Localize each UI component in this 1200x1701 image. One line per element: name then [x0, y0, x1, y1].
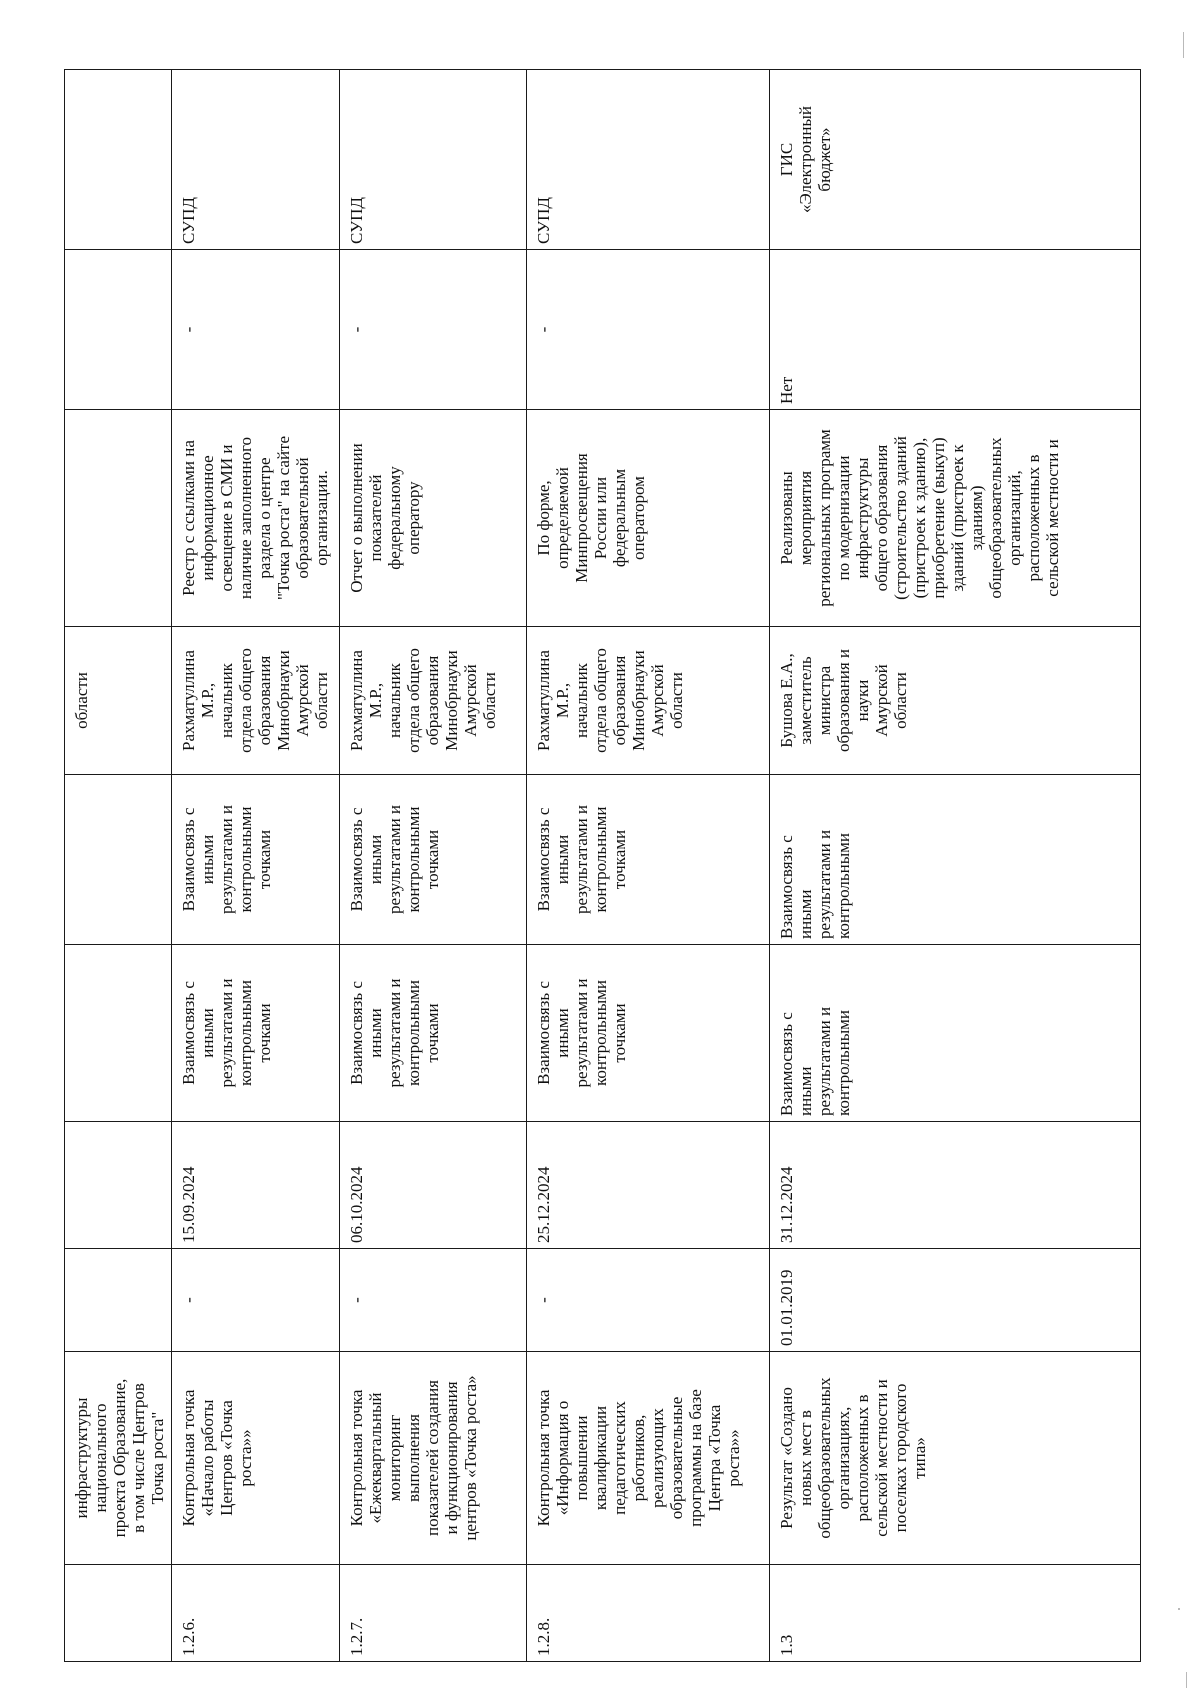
cell-responsible: Рахматуллина М.Р., начальник отдела общего образования Минобрнауки Амурской области — [340, 627, 527, 775]
cell-start-date: - — [340, 1249, 527, 1352]
cell-predecessor: Взаимосвязь с иными результатами и контрольными — [770, 945, 1141, 1122]
cell-name: Контрольная точка «Начало работы Центров «Точка роста»» — [172, 1352, 340, 1565]
cell-info-system — [65, 70, 172, 250]
cell-evaluation: - — [172, 250, 340, 410]
cell-predecessor: Взаимосвязь с иными результатами и контрольными точками — [340, 945, 527, 1122]
table-row — [770, 70, 1141, 1662]
cell-number: 1.2.6. — [172, 1565, 340, 1662]
cell-result-type — [65, 410, 172, 627]
table-row — [340, 70, 527, 1662]
cell-number: 1.2.8. — [527, 1565, 770, 1662]
cell-evaluation: - — [340, 250, 527, 410]
cell-predecessor: Взаимосвязь с иными результатами и контрольными точками — [172, 945, 340, 1122]
cell-name: Контрольная точка «Ежеквартальный мониторинг выполнения показателей создания и функционирования центров «Точка роста» — [340, 1352, 527, 1565]
table-row — [172, 70, 340, 1662]
cell-successor: Взаимосвязь с иными результатами и контрольными точками — [172, 775, 340, 945]
cell-info-system: СУПД — [527, 70, 770, 250]
cell-successor: Взаимосвязь с иными результатами и контрольными — [770, 775, 1141, 945]
scan-speck — [1183, 32, 1184, 58]
table-row — [65, 70, 172, 1662]
cell-number: 1.3 — [770, 1565, 1141, 1662]
cell-name: Результат «Создано новых мест в общеобразовательных организациях, расположенных в сельской местности и поселках городского типа» — [770, 1352, 1141, 1565]
cell-result-type: Реестр с ссылками на информационное освещение в СМИ и наличие заполненного раздела о центре "Точка роста" на сайте образовательной организации. — [172, 410, 340, 627]
cell-evaluation: Нет — [770, 250, 1141, 410]
cell-name: Контрольная точка «Информация о повышении квалификации педагогических работников, реализующих образовательные программы на базе Центра «Точка роста»» — [527, 1352, 770, 1565]
cell-result-type: Реализованы мероприятия региональных программ по модернизации инфраструктуры общего образования (строительство зданий (пристроек к зданию), приобретение (выкуп) зданий (пристроек к зданиям) общеобразовательных организаций, расположенных в сельской местности и — [770, 410, 1141, 627]
cell-predecessor: Взаимосвязь с иными результатами и контрольными точками — [527, 945, 770, 1122]
cell-responsible: области — [65, 627, 172, 775]
cell-info-system: СУПД — [340, 70, 527, 250]
control-points-table — [64, 69, 1141, 1662]
cell-start-date: - — [527, 1249, 770, 1352]
cell-end-date: 06.10.2024 — [340, 1122, 527, 1249]
cell-info-system: ГИС «Электронный бюджет» — [770, 70, 1141, 250]
cell-start-date: 01.01.2019 — [770, 1249, 1141, 1352]
cell-responsible: Бушова Е.А., заместитель министра образования и науки Амурской области — [770, 627, 1141, 775]
cell-evaluation — [65, 250, 172, 410]
cell-successor: Взаимосвязь с иными результатами и контрольными точками — [527, 775, 770, 945]
cell-number: 1.2.7. — [340, 1565, 527, 1662]
cell-start-date: - — [172, 1249, 340, 1352]
cell-successor: Взаимосвязь с иными результатами и контрольными точками — [340, 775, 527, 945]
cell-result-type: По форме, определяемой Минпросвещения России или федеральным оператором — [527, 410, 770, 627]
cell-result-type: Отчет о выполнении показателей федеральному оператору — [340, 410, 527, 627]
cell-end-date — [65, 1122, 172, 1249]
rotated-table-wrapper — [64, 70, 1131, 1662]
cell-evaluation: - — [527, 250, 770, 410]
cell-end-date: 25.12.2024 — [527, 1122, 770, 1249]
cell-responsible: Рахматуллина М.Р., начальник отдела общего образования Минобрнауки Амурской области — [172, 627, 340, 775]
cell-predecessor — [65, 945, 172, 1122]
scan-speck — [1186, 1672, 1187, 1688]
scan-speck — [1178, 1608, 1180, 1610]
cell-end-date: 15.09.2024 — [172, 1122, 340, 1249]
cell-end-date: 31.12.2024 — [770, 1122, 1141, 1249]
cell-info-system: СУПД — [172, 70, 340, 250]
cell-successor — [65, 775, 172, 945]
cell-name: инфраструктуры национального проекта Образование, в том числе Центров Точка роста" — [65, 1352, 172, 1565]
table-row — [527, 70, 770, 1662]
cell-start-date — [65, 1249, 172, 1352]
cell-responsible: Рахматуллина М.Р., начальник отдела общего образования Минобрнауки Амурской области — [527, 627, 770, 775]
cell-number — [65, 1565, 172, 1662]
